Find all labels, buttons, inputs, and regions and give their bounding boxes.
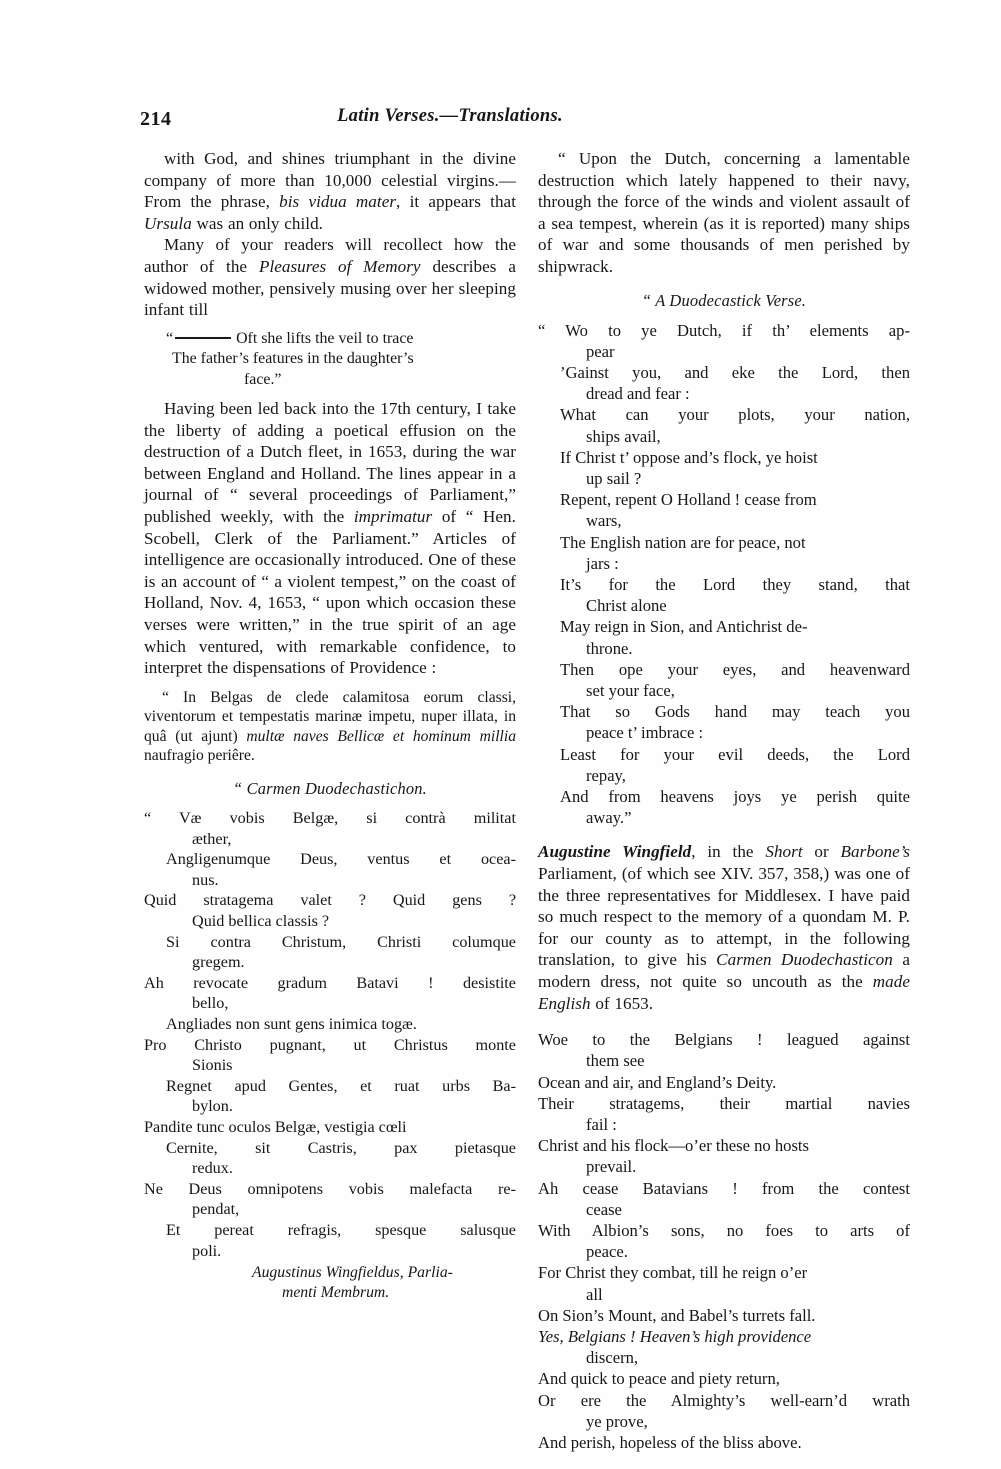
verse-line: Angligenumque Deus, ventus et ocea- — [166, 850, 516, 869]
verse-line: Yes, Belgians ! Heaven’s high providence — [538, 1327, 812, 1347]
verse-line: With Albion’s sons, no foes to arts of — [538, 1221, 910, 1241]
text-run: , in the — [691, 842, 766, 862]
verse-line: If Christ t’ oppose and’s flock, ye hoist — [560, 447, 818, 467]
verse-line: prevail. — [586, 1157, 637, 1177]
text-run: a modern dress, not quite so uncouth as the — [538, 950, 910, 991]
text-run: was an only child. — [191, 213, 324, 233]
text-run: of “ Hen. Scobell, Clerk of the Parliament.” Articles of intelligence are occasionally introduced. One of these is an account of “ a violent tempest,” on the coast of Holland, Nov. 4, 1653, “ upon which occasion these verses were written,” in the true spirit of an age which ventured, with remarkable confidence, to interpret the dispensations of Providence : — [144, 506, 516, 678]
italic-title: Carmen Duodechasticon — [716, 950, 893, 970]
verse-line: Et pereat refragis, spesque salusque — [166, 1220, 516, 1239]
verse-line: poli. — [192, 1241, 222, 1260]
quote-line-2: The father’s features in the daughter’s — [172, 350, 414, 368]
latin-poem-attribution — [144, 1263, 516, 1302]
verse-line: For Christ they combat, till he reign o’er — [538, 1263, 808, 1283]
verse-line: jars : — [586, 553, 619, 573]
verse-line: On Sion’s Mount, and Babel’s turrets fall. — [538, 1305, 816, 1325]
quote-line-text: Oft she lifts the veil to trace — [236, 329, 414, 347]
verse-line: away.” — [586, 808, 632, 828]
verse-line: them see — [586, 1051, 645, 1071]
verse-line: pendat, — [192, 1200, 240, 1219]
verse-line: discern, — [586, 1348, 639, 1368]
quote-line-1 — [166, 329, 516, 349]
verse-line: Least for your evil deeds, the Lord — [560, 744, 910, 764]
attribution-line-2: menti Membrum. — [282, 1283, 390, 1301]
paragraph-wingfield-note — [538, 841, 910, 1014]
verse-line: May reign in Sion, and Antichrist de- — [560, 617, 808, 637]
verse-line: wars, — [586, 511, 622, 531]
italic-phrase: Ursula — [144, 213, 192, 233]
verse-line: Woe to the Belgians ! leagued against — [538, 1030, 910, 1050]
english-1653-verse — [538, 320, 910, 829]
running-head — [140, 104, 900, 138]
verse-line: Si contra Christum, Christi columque — [166, 932, 516, 951]
duodecastick-verse-heading: “ A Duodecastick Verse. — [641, 290, 807, 310]
verse-line: set your face, — [586, 681, 675, 701]
text-run: Having been led back into the 17th century, I take the liberty of adding a poetical effusion on the destruction of a Dutch fleet, in 1653, during the war between England and Holland. The lines appear in a journal of “ several proceedings of Parliament,” published weekly, with the — [144, 398, 516, 526]
verse-line: Ne Deus omnipotens vobis malefacta re- — [144, 1179, 516, 1198]
verse-line: throne. — [586, 638, 633, 658]
text-run: with God, and shines triumphant in the divine company of more than 10,000 celestial virgins.—From the phrase, — [144, 149, 516, 212]
verse-line: bylon. — [192, 1097, 233, 1116]
right-column — [538, 148, 910, 1453]
verse-quotation-rogers — [144, 329, 516, 390]
verse-line: cease — [586, 1199, 622, 1219]
verse-line: Angliades non sunt gens inimica togæ. — [166, 1015, 417, 1033]
verse-line: Quid bellica classis ? — [192, 912, 330, 931]
left-column — [144, 148, 516, 1302]
verse-line: ye prove, — [586, 1411, 648, 1431]
italic-imprimatur: imprimatur — [353, 506, 433, 526]
verse-line: Christ and his flock—o’er these no hosts — [538, 1136, 809, 1156]
italic-name: Augustine Wingfield — [538, 842, 692, 862]
running-title: Latin Verses.—Translations. — [337, 106, 563, 126]
em-dash-rule — [175, 337, 231, 339]
spacer — [538, 1014, 910, 1027]
verse-line: It’s for the Lord they stand, that — [560, 575, 910, 594]
verse-line: “ Væ vobis Belgæ, si contrà militat — [144, 809, 516, 828]
verse-line: peace t’ imbrace : — [586, 723, 704, 743]
verse-line: Their stratagems, their martial navies — [538, 1093, 910, 1113]
attribution-line-1: Augustinus Wingfieldus, Parlia- — [252, 1264, 453, 1282]
verse-line: ’Gainst you, and eke the Lord, then — [560, 362, 910, 382]
latin-poem-heading: “ Carmen Duodechastichon. — [233, 779, 427, 799]
verse-line: Cernite, sit Castris, pax pietasque — [166, 1138, 516, 1157]
verse-line: And perish, hopeless of the bliss above. — [538, 1433, 802, 1453]
text-run: “ In Belgas de clede calamitosa eorum classi, viventorum et tempestatis marinæ impetu, nuper illata, in quâ (ut ajunt) — [144, 688, 516, 745]
verse-line: ships avail, — [586, 426, 661, 446]
verse-line: dread and fear : — [586, 384, 690, 404]
quote-line-3: face.” — [244, 370, 282, 388]
verse-line: repay, — [586, 765, 626, 785]
italic-phrase: multæ naves Bellicæ et hominum millia — [246, 727, 517, 745]
verse-line: Then ope your eyes, and heavenward — [560, 659, 910, 679]
verse-line: gregem. — [192, 953, 245, 972]
verse-line: Ah revocate gradum Batavi ! desistite — [144, 973, 516, 992]
verse-line: Ocean and air, and England’s Deity. — [538, 1072, 777, 1092]
verse-line: “ Wo to ye Dutch, if th’ elements ap- — [538, 320, 910, 340]
verse-line: pear — [586, 341, 615, 361]
text-run: , it appears that — [396, 192, 516, 212]
verse-line: Quid stratagema valet ? Quid gens ? — [144, 891, 516, 910]
text-run: Many of your readers will recollect how the author of the — [144, 235, 516, 276]
verse-line: Sionis — [192, 1056, 233, 1075]
spacer — [538, 828, 910, 841]
text-run: Parliament, (of which see XIV. 357, 358,) was one of the three representatives for Middlesex. I have paid so much respect to the memory of a quondam M. P. for our county as to attempt, in the following translation, to give his — [538, 864, 910, 970]
italic-phrase: Short — [765, 842, 803, 862]
text-run: of 1653. — [590, 993, 654, 1013]
paragraph-pleasures-of-memory — [144, 234, 516, 320]
text-run: or — [802, 842, 841, 862]
verse-line: peace. — [586, 1242, 628, 1262]
text-run: naufragio periêre. — [144, 747, 255, 765]
verse-line: And quick to peace and piety return, — [538, 1369, 780, 1389]
open-quote-mark: “ — [166, 329, 174, 347]
verse-line: up sail ? — [586, 468, 642, 488]
paragraph-ursula — [144, 148, 516, 234]
verse-line: all — [586, 1284, 603, 1304]
verse-line: What can your plots, your nation, — [560, 405, 910, 425]
italic-phrase: bis vidua mater — [279, 192, 397, 212]
page-number: 214 — [140, 108, 172, 130]
verse-line: æther, — [192, 829, 232, 848]
paragraph-dutch-news-item: “ Upon the Dutch, concerning a lamentable destruction which lately happened to their navy, through the force of the winds and violent assault of a sea tempest, wherein (as it is reported) many ships of war and some thousands of men perished by shipwrack. — [538, 149, 910, 276]
verse-line: Pro Christo pugnant, ut Christus monte — [144, 1035, 516, 1054]
verse-line: The English nation are for peace, not — [560, 532, 806, 552]
verse-line: Repent, repent O Holland ! cease from — [560, 490, 817, 510]
italic-phrase: made English — [538, 972, 910, 1013]
verse-line: That so Gods hand may teach you — [560, 702, 910, 722]
latin-prose-quotation — [144, 688, 516, 766]
verse-line: redux. — [192, 1159, 233, 1178]
modern-translation-verse — [538, 1029, 910, 1453]
verse-line: And from heavens joys ye perish quite — [560, 787, 910, 807]
verse-line: Or ere the Almighty’s well-earn’d wrath — [538, 1390, 910, 1410]
text-run: describes a widowed mother, pensively musing over her sleeping infant till — [144, 256, 516, 320]
verse-line: Ah cease Batavians ! from the contest — [538, 1178, 910, 1198]
verse-line: nus. — [192, 870, 219, 889]
verse-line: fail : — [586, 1115, 617, 1134]
verse-line: Pandite tunc oculos Belgæ, vestigia cœli — [144, 1117, 407, 1136]
latin-poem — [144, 808, 516, 1261]
italic-title: Pleasures of Memory — [258, 256, 421, 276]
verse-line: Christ alone — [586, 596, 667, 616]
italic-phrase: Barbone’s — [840, 842, 910, 862]
verse-line: Regnet apud Gentes, et ruat urbs Ba- — [166, 1076, 516, 1095]
verse-line: bello, — [192, 994, 229, 1013]
paragraph-dutch-fleet-intro — [144, 398, 516, 679]
